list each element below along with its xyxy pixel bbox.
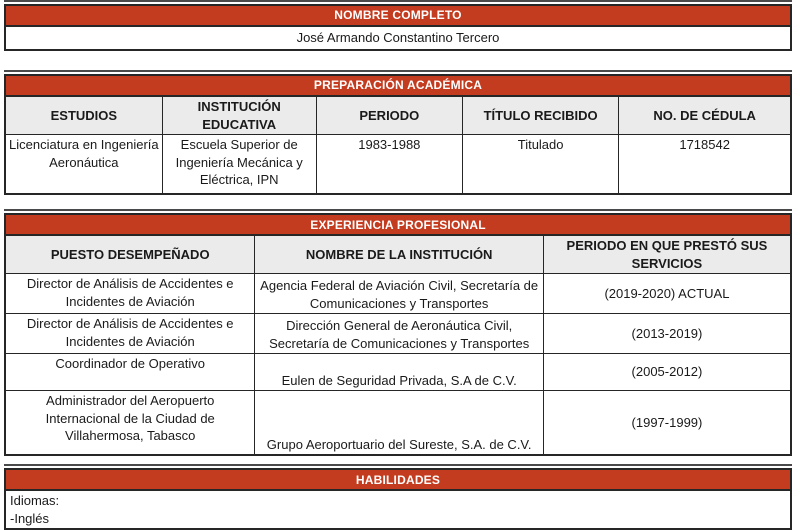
spacer [0,195,800,209]
section-preparacion-academica [4,70,792,195]
cell-periodo: (1997-1999) [543,391,791,456]
column-header-estudios: ESTUDIOS [5,96,162,135]
cell-estudios: Licenciatura en Ingeniería Aeronáutica [5,135,162,195]
cell-periodo: (2019-2020) ACTUAL [543,274,791,314]
cell-puesto: Coordinador de Operativo [5,354,255,391]
cell-institucion: Grupo Aeroportuario del Sureste, S.A. de C.V. [255,391,543,456]
column-header-periodo-servicios: PERIODO EN QUE PRESTÓ SUS SERVICIOS [543,235,791,274]
idiomas-label: Idiomas: [10,493,60,509]
column-header-titulo-recibido: TÍTULO RECIBIDO [462,96,618,135]
column-header-no-cedula: NO. DE CÉDULA [619,96,791,135]
column-header-nombre-institucion: NOMBRE DE LA INSTITUCIÓN [255,235,543,274]
habilidades-content [5,490,791,529]
experiencia-profesional-table [4,213,792,456]
table-row [5,314,791,354]
full-name-value: José Armando Constantino Tercero [5,26,791,50]
nombre-completo-title: NOMBRE COMPLETO [5,5,791,26]
cell-puesto: Director de Análisis de Accidentes e Incidentes de Aviación [5,274,255,314]
nombre-completo-header-band [5,5,791,26]
cell-titulo: Titulado [462,135,618,195]
section-habilidades [4,464,792,530]
habilidades-table [4,468,792,530]
table-row [5,391,791,456]
table-row [5,490,791,529]
table-row [5,354,791,391]
column-header-puesto: PUESTO DESEMPEÑADO [5,235,255,274]
experiencia-profesional-title: EXPERIENCIA PROFESIONAL [5,214,791,235]
cell-puesto: Director de Análisis de Accidentes e Incidentes de Aviación [5,314,255,354]
spacer [0,51,800,70]
column-header-row [5,96,791,135]
cell-puesto: Administrador del Aeropuerto Internacional de la Ciudad de Villahermosa, Tabasco [5,391,255,456]
table-row [5,135,791,195]
preparacion-academica-title: PREPARACIÓN ACADÉMICA [5,75,791,96]
cell-periodo: (2005-2012) [543,354,791,391]
cell-institucion: Dirección General de Aeronáutica Civil, Secretaría de Comunicaciones y Transportes [255,314,543,354]
preparacion-academica-table [4,74,792,195]
cell-periodo: 1983-1988 [316,135,462,195]
cell-cedula: 1718542 [619,135,791,195]
column-header-periodo: PERIODO [316,96,462,135]
idioma-ingles: -Inglés [10,510,50,526]
cell-periodo: (2013-2019) [543,314,791,354]
table-row [5,26,791,50]
cell-institucion: Eulen de Seguridad Privada, S.A de C.V. [255,354,543,391]
section-nombre-completo [4,0,792,51]
table-row [5,274,791,314]
habilidades-header-band [5,469,791,490]
experiencia-profesional-header-band [5,214,791,235]
nombre-completo-table [4,4,792,51]
cell-institucion: Agencia Federal de Aviación Civil, Secretaría de Comunicaciones y Transportes [255,274,543,314]
cell-institucion: Escuela Superior de Ingeniería Mecánica y Eléctrica, IPN [162,135,316,195]
column-header-institucion-educativa: INSTITUCIÓN EDUCATIVA [162,96,316,135]
spacer [0,456,800,464]
column-header-row [5,235,791,274]
habilidades-title: HABILIDADES [5,469,791,490]
preparacion-academica-header-band [5,75,791,96]
section-experiencia-profesional [4,209,792,456]
